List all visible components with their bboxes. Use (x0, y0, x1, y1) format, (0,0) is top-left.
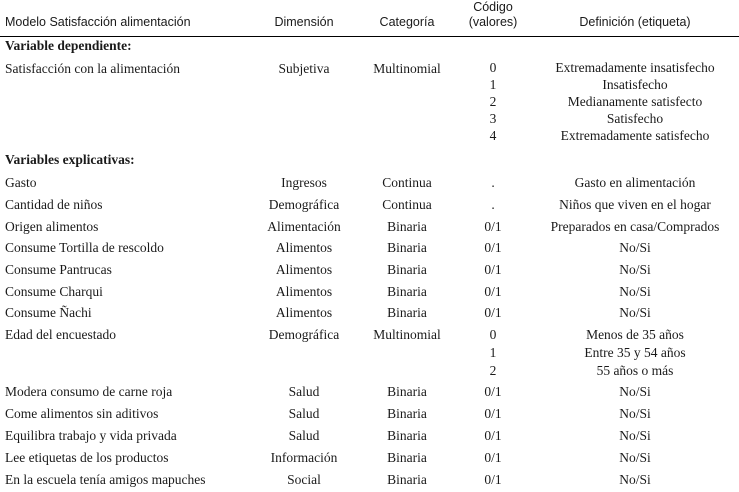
dimension-cell: Demográfica (268, 197, 340, 212)
definition-cell: No/Si (619, 450, 651, 465)
header-model: Modelo Satisfacción alimentación (5, 15, 191, 29)
definition-label: Extremadamente insatisfecho (555, 60, 715, 75)
variable-name: Consume Pantrucas (5, 262, 112, 277)
category-cell: Multinomial (373, 327, 441, 342)
code-cell: 0/1 (484, 305, 502, 320)
table-row (0, 363, 739, 383)
code-cell: 0/1 (484, 406, 502, 421)
code-cell: 0/1 (484, 428, 502, 443)
definition-cell: Gasto en alimentación (574, 175, 696, 190)
code-cell: . (491, 175, 495, 190)
category-cell: Continua (382, 175, 432, 190)
code-value: 4 (489, 128, 497, 143)
variable-name: Consume Tortilla de rescoldo (5, 240, 164, 255)
table-row (0, 240, 739, 260)
dimension-cell: Salud (288, 428, 320, 443)
code-cell: 2 (489, 363, 497, 378)
dimension-cell: Ingresos (281, 175, 327, 190)
dimension-cell: Social (287, 472, 321, 487)
dimension-cell: Información (270, 450, 338, 465)
definition-label: Medianamente satisfecto (567, 94, 703, 109)
dependent-category: Multinomial (373, 61, 441, 76)
definition-cell: Entre 35 y 54 años (584, 345, 686, 360)
table-row (0, 305, 739, 325)
dimension-cell: Salud (288, 406, 320, 421)
variable-name: En la escuela tenía amigos mapuches (5, 472, 206, 487)
variable-name: Origen alimentos (5, 219, 99, 234)
definition-cell: Niños que viven en el hogar (559, 197, 711, 212)
code-cell: 0/1 (484, 219, 502, 234)
header-category: Categoría (379, 15, 435, 29)
dimension-cell: Alimentos (275, 262, 333, 277)
table-row (0, 284, 739, 304)
table-row (0, 262, 739, 282)
dependent-code-row (0, 128, 739, 148)
variable-name: Consume Charqui (5, 284, 103, 299)
code-value: 1 (489, 77, 497, 92)
category-cell: Binaria (387, 450, 427, 465)
code-cell: 0/1 (484, 472, 502, 487)
code-cell: 0/1 (484, 284, 502, 299)
dimension-cell: Alimentos (275, 284, 333, 299)
header-code-line1: Código (473, 0, 513, 14)
header-dimension: Dimensión (274, 15, 334, 29)
definition-cell: No/Si (619, 472, 651, 487)
category-cell: Binaria (387, 406, 427, 421)
code-cell: 0/1 (484, 262, 502, 277)
definition-cell: No/Si (619, 406, 651, 421)
code-cell: 0/1 (484, 240, 502, 255)
variable-name: Equilibra trabajo y vida privada (5, 428, 177, 443)
definition-cell: Preparados en casa/Comprados (550, 219, 720, 234)
definition-cell: No/Si (619, 428, 651, 443)
definition-label: Satisfecho (606, 111, 664, 126)
definition-cell: 55 años o más (596, 363, 674, 378)
variable-name: Lee etiquetas de los productos (5, 450, 169, 465)
dimension-cell: Demográfica (268, 327, 340, 342)
variable-name: Edad del encuestado (5, 327, 116, 342)
definition-label: Extremadamente satisfecho (560, 128, 710, 143)
category-cell: Binaria (387, 219, 427, 234)
variable-name: Modera consumo de carne roja (5, 384, 173, 399)
section-explanatory: Variables explicativas: (5, 152, 135, 167)
code-value: 0 (489, 60, 497, 75)
header-definition: Definición (etiqueta) (579, 15, 691, 29)
table-header (0, 0, 739, 37)
table-row (0, 472, 739, 492)
category-cell: Binaria (387, 240, 427, 255)
category-cell: Binaria (387, 428, 427, 443)
category-cell: Continua (382, 197, 432, 212)
section-dependent: Variable dependiente: (5, 38, 132, 53)
code-cell: . (491, 197, 495, 212)
dimension-cell: Alimentos (275, 305, 333, 320)
dependent-name: Satisfacción con la alimentación (5, 61, 181, 76)
variable-name: Come alimentos sin aditivos (5, 406, 159, 421)
definition-cell: No/Si (619, 284, 651, 299)
category-cell: Binaria (387, 262, 427, 277)
code-value: 2 (489, 94, 497, 109)
code-cell: 0/1 (484, 384, 502, 399)
table-row (0, 450, 739, 470)
table-row (0, 175, 739, 195)
header-code (460, 0, 526, 30)
table-row (0, 327, 739, 347)
variable-name: Gasto (5, 175, 37, 190)
code-cell: 0 (489, 327, 497, 342)
definition-cell: Menos de 35 años (586, 327, 684, 342)
table-row (0, 197, 739, 217)
dependent-dimension: Subjetiva (278, 61, 330, 76)
code-cell: 0/1 (484, 450, 502, 465)
table-row (0, 219, 739, 239)
category-cell: Binaria (387, 384, 427, 399)
definition-cell: No/Si (619, 262, 651, 277)
table-row (0, 384, 739, 404)
definition-cell: No/Si (619, 305, 651, 320)
category-cell: Binaria (387, 472, 427, 487)
dimension-cell: Alimentación (267, 219, 341, 234)
dimension-cell: Alimentos (275, 240, 333, 255)
dimension-cell: Salud (288, 384, 320, 399)
code-cell: 1 (489, 345, 497, 360)
category-cell: Binaria (387, 284, 427, 299)
header-code-line2: (valores) (468, 15, 518, 29)
table-row (0, 406, 739, 426)
definition-cell: No/Si (619, 240, 651, 255)
table-row (0, 345, 739, 365)
category-cell: Binaria (387, 305, 427, 320)
variable-name: Consume Ñachi (5, 305, 92, 320)
definition-label: Insatisfecho (602, 77, 668, 92)
variable-name: Cantidad de niños (5, 197, 103, 212)
definition-cell: No/Si (619, 384, 651, 399)
table-row (0, 428, 739, 448)
code-value: 3 (489, 111, 497, 126)
